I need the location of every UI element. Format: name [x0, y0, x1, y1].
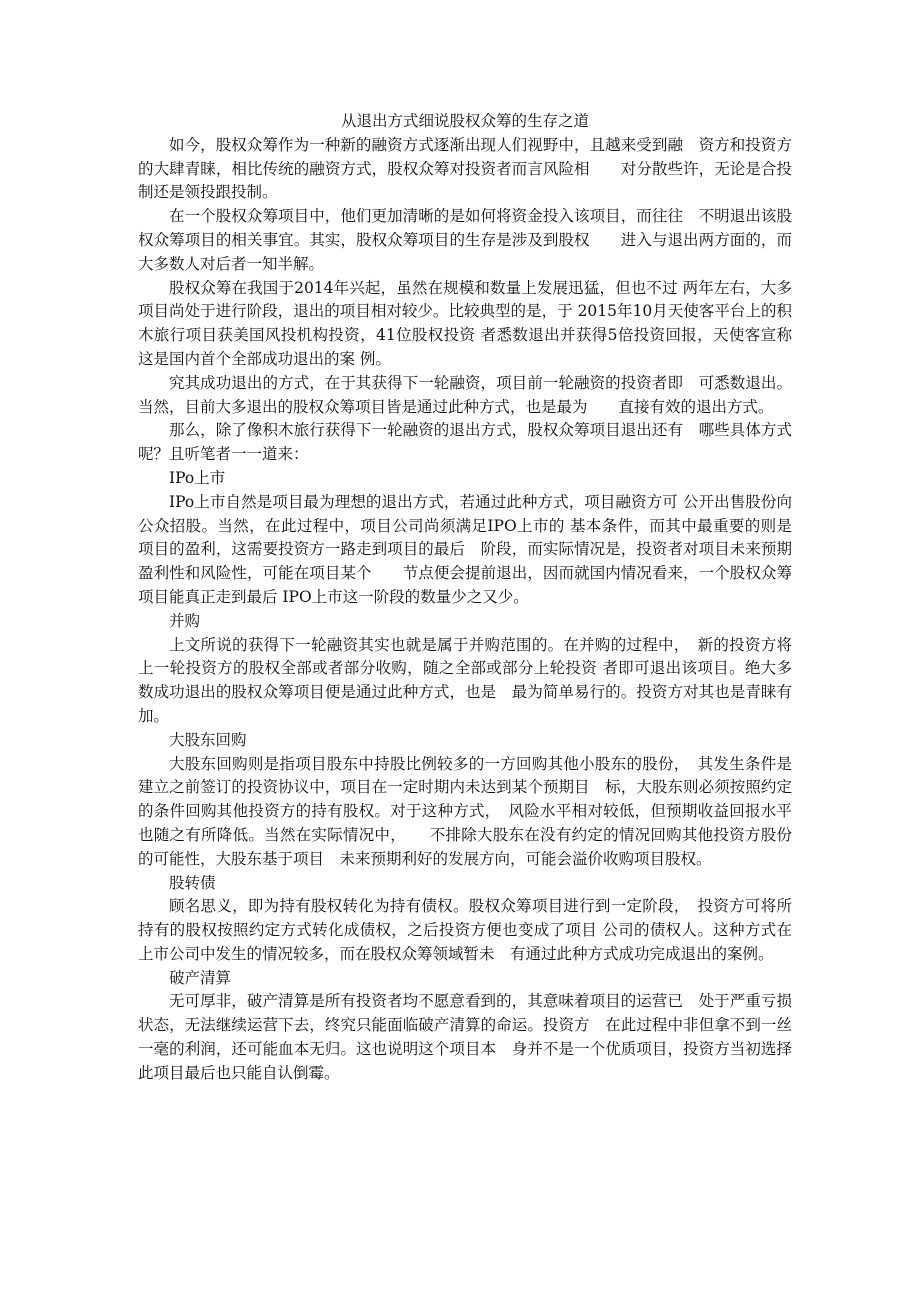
paragraph-ipo: IPo上市自然是项目最为理想的退出方式，若通过此种方式，项目融资方可 公开出售股份向公众招股。当然，在此过程中，项目公司尚须满足IPO上市的 基本条件，而其中最重要的则是项目的盈利，这需要投资方一路走到项目的最后 阶段，而实际情况是，投资者对项目未来预期盈利性和风险性，可能在项目某个 节点便会提前退出，因而就国内情况看来，一个股权众筹项目能真正走到最后 IPO上市这一阶段的数量少之又少。 — [138, 492, 792, 606]
paragraph-next-round: 究其成功退出的方式，在于其获得下一轮融资，项目前一轮融资的投资者即 可悉数退出。当然，目前大多退出的股权众筹项目皆是通过此种方式，也是最为 直接有效的退出方式。 — [138, 373, 792, 416]
paragraph-transition: 那么，除了像积木旅行获得下一轮融资的退出方式，股权众筹项目退出还有 哪些具体方式呢？且听笔者一一道来： — [138, 421, 792, 464]
section-heading-debt-conversion: 股转债 — [169, 873, 216, 892]
document-title: 从退出方式细说股权众筹的生存之道 — [340, 112, 589, 130]
paragraph-buyback: 大股东回购则是指项目股东中持股比例较多的一方回购其他小股东的股份， 其发生条件是建立之前签订的投资协议中，项目在一定时期内未达到某个预期目 标，大股东则必须按照约定的条件回购其他投资方的持有股权。对于这种方式， 风险水平相对较低，但预期收益回报水平也随之有所降低。当然在实际情况中， 不排除大股东在没有约定的情况回购其他投资方股份的可能性，大股东基于项目 未来预期利好的发展方向，可能会溢价收购项目股权。 — [138, 754, 792, 868]
paragraph-entry-exit: 在一个股权众筹项目中，他们更加清晰的是如何将资金投入该项目，而往往 不明退出该股权众筹项目的相关事宜。其实，股权众筹项目的生存是涉及到股权 进入与退出两方面的，而大多数人对后者一知半解。 — [138, 207, 792, 273]
section-heading-liquidation: 破产清算 — [169, 968, 232, 987]
paragraph-history: 股权众筹在我国于2014年兴起，虽然在规模和数量上发展迅猛，但也不过 两年左右，大多项目尚处于进行阶段，退出的项目相对较少。比较典型的是，于 2015年10月天使客平台上的积木旅行项目获美国风投机构投资，41位股权投资 者悉数退出并获得5倍投资回报，天使客宣称这是国内首个全部成功退出的案 例。 — [138, 278, 792, 368]
paragraph-liquidation: 无可厚非，破产清算是所有投资者均不愿意看到的，其意味着项目的运营已 处于严重亏损状态，无法继续运营下去，终究只能面临破产清算的命运。投资方 在此过程中非但拿不到一丝一毫的利润，还可能血本无归。这也说明这个项目本 身并不是一个优质项目，投资方当初选择此项目最后也只能自认倒霉。 — [138, 992, 792, 1082]
paragraph-debt-conversion: 顾名思义，即为持有股权转化为持有债权。股权众筹项目进行到一定阶段， 投资方可将所持有的股权按照约定方式转化成债权，之后投资方便也变成了项目 公司的债权人。这种方式在上市公司中发生的情况较多，而在股权众筹领域暂未 有通过此种方式成功完成退出的案例。 — [138, 897, 792, 963]
paragraph-merger: 上文所说的获得下一轮融资其实也就是属于并购范围的。在并购的过程中， 新的投资方将上一轮投资方的股权全部或者部分收购，随之全部或部分上轮投资 者即可退出该项目。绝大多数成功退出的股权众筹项目便是通过此种方式，也是 最为简单易行的。投资方对其也是青睐有加。 — [138, 635, 792, 725]
section-heading-ipo: IPo上市 — [169, 468, 226, 487]
document-page — [138, 110, 792, 1086]
section-heading-buyback: 大股东回购 — [169, 730, 247, 749]
section-heading-merger: 并购 — [169, 611, 201, 630]
paragraph-intro: 如今，股权众筹作为一种新的融资方式逐渐出现人们视野中，且越来受到融 资方和投资方的大肆青睐，相比传统的融资方式，股权众筹对投资者而言风险相 对分散些许，无论是合投制还是领投跟投制。 — [138, 135, 792, 202]
